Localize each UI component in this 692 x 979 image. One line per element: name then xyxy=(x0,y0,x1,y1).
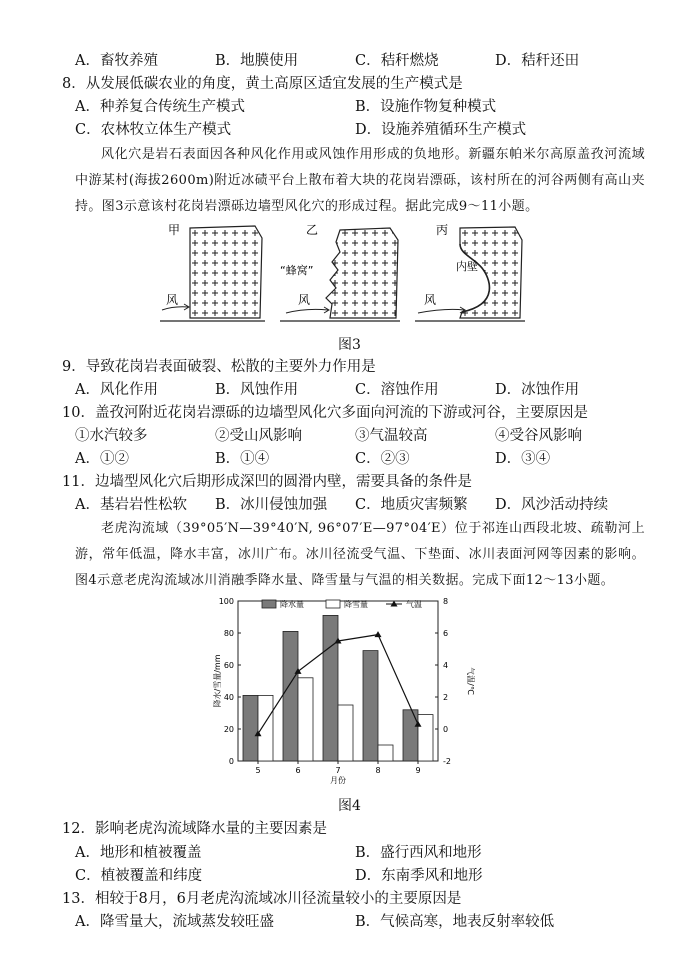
q9-option-c[interactable]: C．溶蚀作用 xyxy=(355,382,439,398)
inner-wall-label: 内壁 xyxy=(456,260,478,273)
q10-option-b[interactable]: B．①④ xyxy=(215,451,270,467)
q8-stem: 8．从发展低碳农业的角度，黄土高原区适宜发展的生产模式是 xyxy=(62,76,463,92)
honeycomb-label: “蜂窝” xyxy=(280,264,314,277)
y-tick-label: 20 xyxy=(223,725,234,734)
y-tick-label: 60 xyxy=(223,661,234,670)
q8-option-d[interactable]: D．设施养殖循环生产模式 xyxy=(355,122,527,138)
bar-precipitation xyxy=(243,695,258,761)
panel-bing xyxy=(415,223,525,321)
figure-4-caption: 图4 xyxy=(338,798,361,814)
q7-option-d[interactable]: D．秸秆还田 xyxy=(495,53,580,69)
wind-label-jia: 风 xyxy=(166,293,179,307)
panel-label-yi: 乙 xyxy=(306,223,319,237)
bar-precipitation xyxy=(283,631,298,761)
bar-snowfall xyxy=(338,705,353,761)
q12-stem: 12．影响老虎沟流域降水量的主要因素是 xyxy=(62,821,327,837)
bar-snowfall xyxy=(298,678,313,761)
figure-3-caption: 图3 xyxy=(338,337,361,353)
y2-tick-label: 2 xyxy=(443,693,449,702)
q13-option-b[interactable]: B．气候高寒，地表反射率较低 xyxy=(355,914,555,930)
q9-stem: 9．导致花岗岩表面破裂、松散的主要外力作用是 xyxy=(62,359,376,375)
y-tick-label: 40 xyxy=(223,693,234,702)
q7-option-a[interactable]: A．畜牧养殖 xyxy=(75,53,158,69)
bar-snowfall xyxy=(378,745,393,761)
y2-tick-label: 0 xyxy=(443,725,449,734)
q10-option-c[interactable]: C．②③ xyxy=(355,451,410,467)
legend-label-snowfall: 降雪量 xyxy=(344,600,368,609)
x-axis-label: 月份 xyxy=(330,776,346,785)
legend-swatch-snowfall xyxy=(326,600,340,608)
bar-snowfall xyxy=(418,715,433,761)
bar-precipitation xyxy=(403,710,418,761)
panel-jia xyxy=(160,223,265,321)
y2-tick-label: 8 xyxy=(443,597,449,606)
q12-option-d[interactable]: D．东南季风和地形 xyxy=(355,868,483,884)
y2-tick-label: 6 xyxy=(443,629,449,638)
q10-item-1: ①水汽较多 xyxy=(75,428,148,444)
x-tick-label: 9 xyxy=(415,766,421,775)
passage-weathering-pit: 风化穴是岩石表面因各种风化作用或风蚀作用形成的负地形。新疆东帕米尔高原盖孜河流域中游某村(海拔2600m)附近冰碛平台上散布着大块的花岗岩漂砾，该村所在的河谷两侧有高山夹持。图3示意该村花岗岩漂砾边墙型风化穴的形成过程。据此完成9～11小题。 xyxy=(75,147,645,214)
y2-tick-label: 4 xyxy=(443,661,449,670)
q11-option-c[interactable]: C．地质灾害频繁 xyxy=(355,497,468,513)
q9-option-b[interactable]: B．风蚀作用 xyxy=(215,382,299,398)
panel-label-bing: 丙 xyxy=(436,223,449,237)
q12-option-b[interactable]: B．盛行西风和地形 xyxy=(355,845,482,861)
q8-option-a[interactable]: A．种养复合传统生产模式 xyxy=(75,99,245,115)
y-axis-label: 降水/雪量/mm xyxy=(213,654,222,708)
legend-swatch-precipitation xyxy=(262,600,276,608)
q11-option-a[interactable]: A．基岩岩性松软 xyxy=(75,497,187,513)
temperature-point xyxy=(375,631,382,637)
q7-option-c[interactable]: C．秸秆燃烧 xyxy=(355,53,439,69)
q13-option-a[interactable]: A．降雪量大，流域蒸发较旺盛 xyxy=(75,914,274,930)
q8-option-c[interactable]: C．农林牧立体生产模式 xyxy=(75,122,232,138)
q7-option-b[interactable]: B．地膜使用 xyxy=(215,53,299,69)
passage-laohugou: 老虎沟流域（39°05′N—39°40′N, 96°07′E—97°04′E）位于祁连山西段北坡、疏勒河上游，常年低温，降水丰富，冰川广布。冰川径流受气温、下垫面、冰川表面河网等因素的影响。图4示意老虎沟流域冰川消融季降水量、降雪量与气温的相关数据。完成下面12～13小题。 xyxy=(75,521,645,588)
q12-option-c[interactable]: C．植被覆盖和纬度 xyxy=(75,868,203,884)
y2-axis-label: 气温/℃ xyxy=(466,667,475,695)
q10-item-4: ④受谷风影响 xyxy=(495,428,582,444)
q11-option-d[interactable]: D．风沙活动持续 xyxy=(495,497,609,513)
q10-item-2: ②受山风影响 xyxy=(215,428,302,444)
q11-stem: 11．边墙型风化穴后期形成深凹的圆滑内壁，需要具备的条件是 xyxy=(62,474,472,490)
wind-label-yi: 风 xyxy=(298,293,311,307)
wind-label-bing: 风 xyxy=(424,293,437,307)
y-tick-label: 0 xyxy=(228,757,234,766)
q13-stem: 13．相较于8月，6月老虎沟流域冰川径流量较小的主要原因是 xyxy=(62,891,462,907)
x-tick-label: 5 xyxy=(255,766,261,775)
panel-yi xyxy=(280,223,400,321)
bar-snowfall xyxy=(258,695,273,761)
figure-4-chart xyxy=(210,593,480,785)
legend-label-precipitation: 降水量 xyxy=(280,600,304,609)
y2-tick-label: -2 xyxy=(443,757,451,766)
q8-option-b[interactable]: B．设施作物复种模式 xyxy=(355,99,497,115)
x-tick-label: 8 xyxy=(375,766,381,775)
y-tick-label: 100 xyxy=(218,597,234,606)
legend-label-temperature: 气温 xyxy=(406,600,422,609)
figure-3-diagram xyxy=(160,218,530,328)
q12-option-a[interactable]: A．地形和植被覆盖 xyxy=(75,845,202,861)
q10-option-d[interactable]: D．③④ xyxy=(495,451,551,467)
q10-item-3: ③气温较高 xyxy=(355,428,428,444)
q9-option-d[interactable]: D．冰蚀作用 xyxy=(495,382,580,398)
x-tick-label: 7 xyxy=(335,766,341,775)
bar-precipitation xyxy=(323,615,338,761)
panel-label-jia: 甲 xyxy=(168,223,181,237)
x-tick-label: 6 xyxy=(295,766,301,775)
q10-option-a[interactable]: A．①② xyxy=(75,451,129,467)
q9-option-a[interactable]: A．风化作用 xyxy=(75,382,158,398)
bar-precipitation xyxy=(363,651,378,761)
y-tick-label: 80 xyxy=(223,629,234,638)
q11-option-b[interactable]: B．冰川侵蚀加强 xyxy=(215,497,328,513)
q10-stem: 10．盖孜河附近花岗岩漂砾的边墙型风化穴多面向河流的下游或河谷，主要原因是 xyxy=(62,405,588,421)
